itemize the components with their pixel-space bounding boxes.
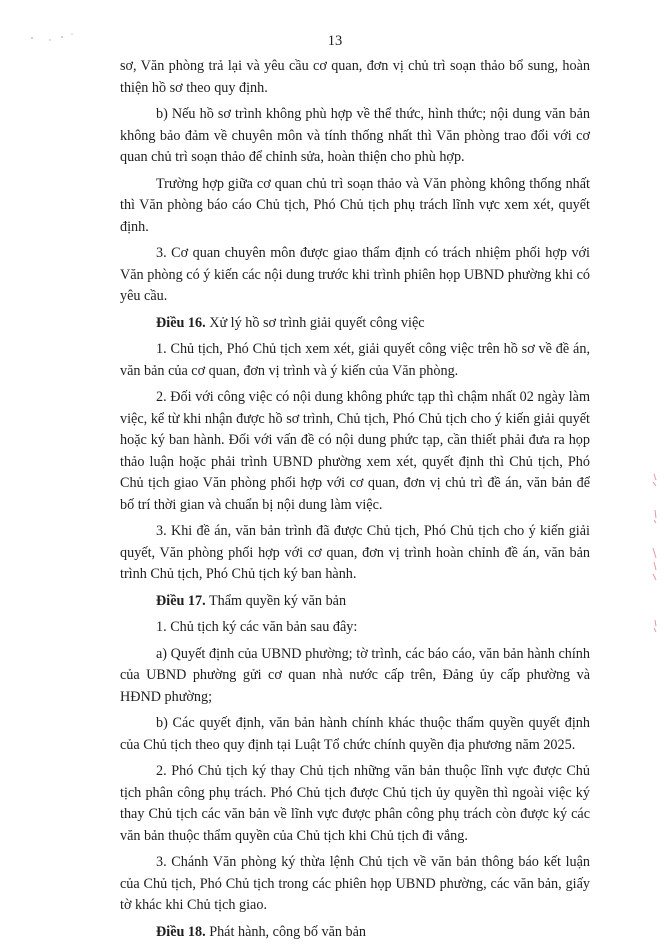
article-heading-16 [120,313,590,335]
paragraph: 2. Đối với công việc có nội dung không phức tạp thì chậm nhất 02 ngày làm việc, kể từ khi nhận được hồ sơ trình, Chủ tịch, Phó Chủ tịch cho ý kiến giải quyết hoặc ký ban hành. Đối với vấn đề có nội dung phức tạp, cần thiết phải đưa ra họp thảo luận hoặc phải trình UBND phường xem xét, quyết định thì Chủ tịch, Phó Chủ tịch giao Văn phòng phối hợp với cơ quan, đơn vị chủ trì đề án, văn bản để bố trí thời gian và chuẩn bị nội dung làm việc. [120,389,590,513]
paragraph: 3. Chánh Văn phòng ký thừa lệnh Chủ tịch về văn bản thông báo kết luận của Chủ tịch, Phó Chủ tịch trong các phiên họp UBND phường, các văn bản, giấy tờ khác khi Chủ tịch giao. [120,854,590,913]
paragraph: b) Các quyết định, văn bản hành chính khác thuộc thẩm quyền quyết định của Chủ tịch theo quy định tại Luật Tổ chức chính quyền địa phương năm 2025. [120,715,590,753]
article-label: Điều 16. [156,314,206,331]
document-body [120,56,590,948]
article-title: Thẩm quyền ký văn bản [205,592,347,609]
paragraph: 1. Chủ tịch ký các văn bản sau đây: [156,619,358,635]
article-label: Điều 17. [156,592,206,609]
paragraph: b) Nếu hồ sơ trình không phù hợp về thể thức, hình thức; nội dung văn bản không bảo đảm về chuyên môn và tính thống nhất thì Văn phòng trao đổi với cơ quan chủ trì soạn thảo để chỉnh sửa, hoàn thiện cho phù hợp. [120,106,590,165]
paragraph: 3. Cơ quan chuyên môn được giao thẩm định có trách nhiệm phối hợp với Văn phòng có ý kiến các nội dung trước khi trình phiên họp UBND phường khi có yêu cầu. [120,245,590,304]
article-title: Xử lý hồ sơ trình giải quyết công việc [205,314,425,331]
margin-stamp-marks [648,470,662,670]
paragraph: 1. Chủ tịch, Phó Chủ tịch xem xét, giải quyết công việc trên hồ sơ về đề án, văn bản của cơ quan, đơn vị trình và ý kiến của Văn phòng. [120,341,590,379]
paragraph: 3. Khi đề án, văn bản trình đã được Chủ tịch, Phó Chủ tịch cho ý kiến giải quyết, Văn phòng phối hợp với cơ quan, đơn vị trình hoàn chỉnh đề án, văn bản trình Chủ tịch, Phó Chủ tịch ký ban hành. [120,523,590,582]
paragraph: 2. Phó Chủ tịch ký thay Chủ tịch những văn bản thuộc lĩnh vực được Chủ tịch phân công phụ trách. Phó Chủ tịch được Chủ tịch ủy quyền thì ngoài việc ký thay Chủ tịch các văn bản về lĩnh vực được phân công phụ trách còn được ký các văn bản thuộc thẩm quyền của Chủ tịch khi Chủ tịch đi vắng. [120,763,590,844]
article-heading-17 [120,591,590,613]
paragraph: Trường hợp giữa cơ quan chủ trì soạn thảo và Văn phòng không thống nhất thì Văn phòng báo cáo Chủ tịch, Phó Chủ tịch phụ trách lĩnh vực xem xét, quyết định. [120,175,590,235]
article-title: Phát hành, công bố văn bản [205,923,367,940]
article-label: Điều 18. [156,923,206,940]
page-number: 13 [327,33,343,49]
article-heading-18 [120,922,590,944]
paragraph-continuation: sơ, Văn phòng trả lại và yêu cầu cơ quan, đơn vị chủ trì soạn thảo bổ sung, hoàn thiện hồ sơ theo quy định. [120,58,590,96]
paragraph: a) Quyết định của UBND phường; tờ trình, các báo cáo, văn bản hành chính của UBND phường gửi cơ quan nhà nước cấp trên, Đảng ủy cấp phường và HĐND phường; [120,645,590,705]
